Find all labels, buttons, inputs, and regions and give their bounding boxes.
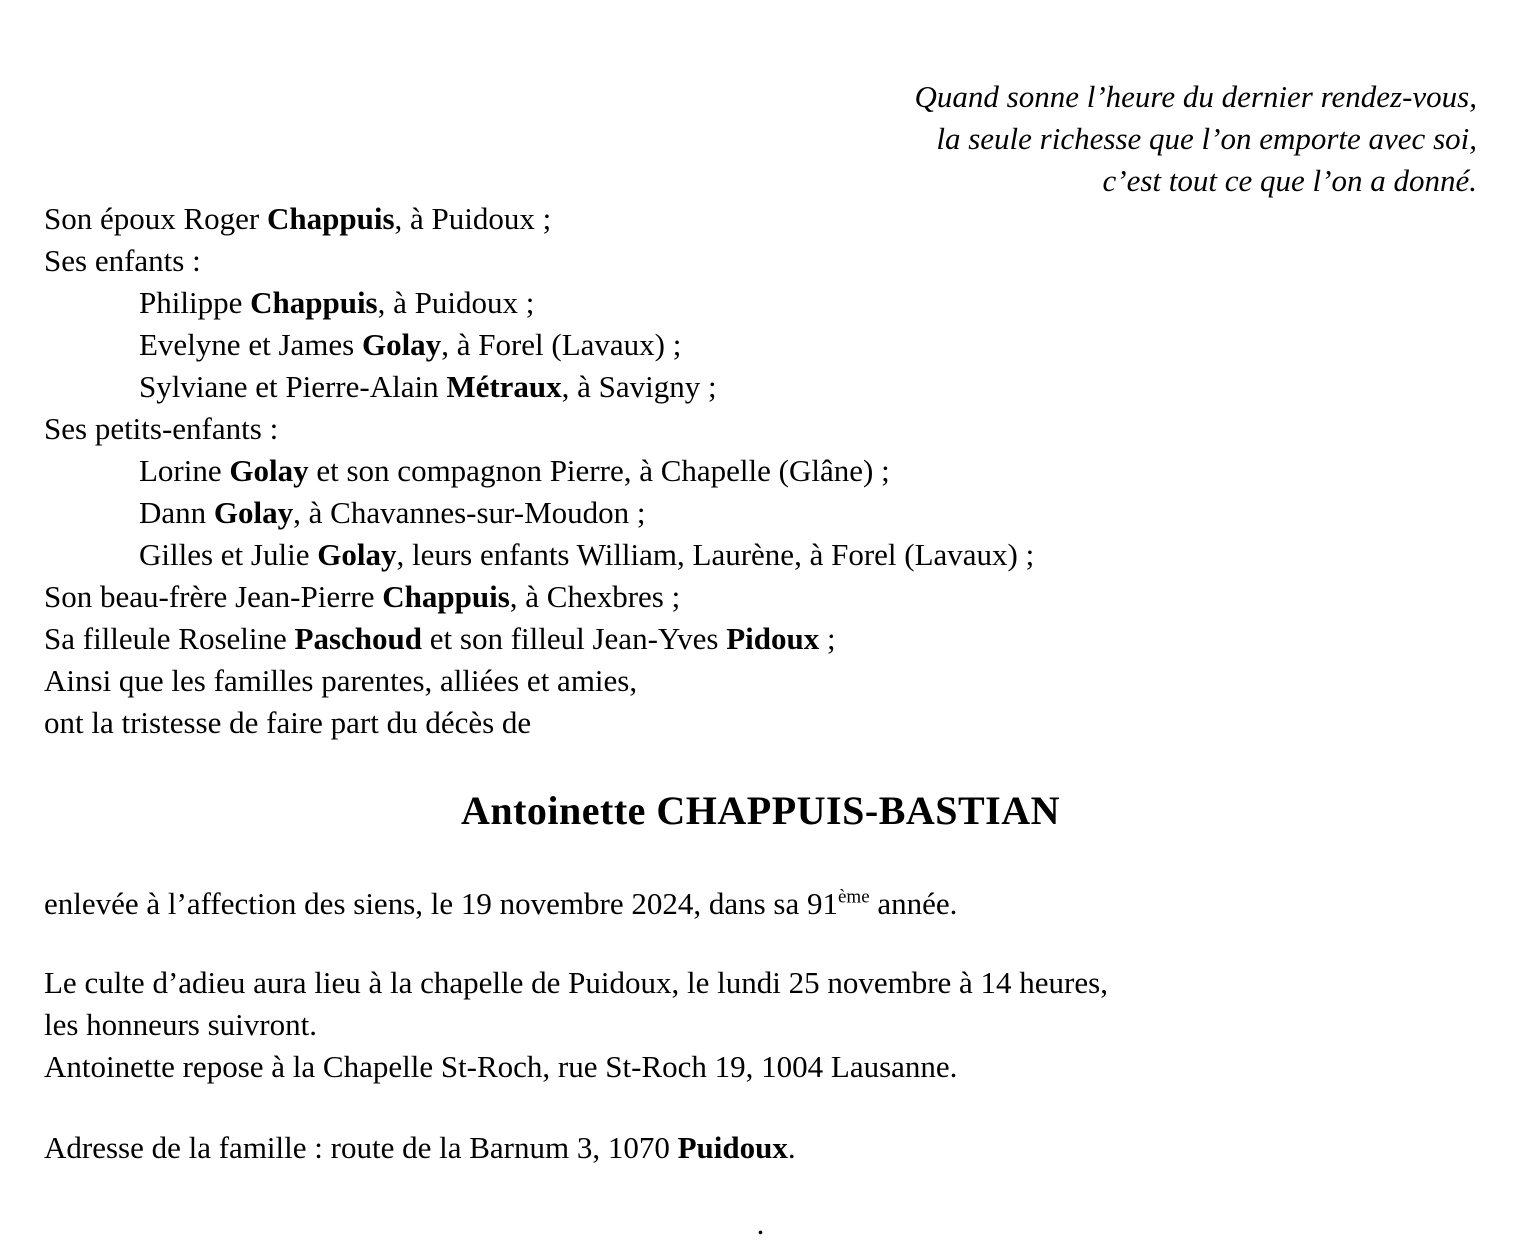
ordinal-superscript: ème [837,886,870,908]
text-segment: Ses petits-enfants : [44,411,279,446]
ceremony-line: les honneurs suivront. [44,1007,317,1042]
text-segment: ; [819,621,836,656]
family-name-bold: Chappuis [382,579,510,614]
text-segment: Sylviane et Pierre-Alain [139,369,447,404]
family-line [44,366,1477,408]
text-segment: Ainsi que les familles parentes, alliées et amies, [44,663,638,698]
death-date-line [44,883,1477,925]
epigraph-line: c’est tout ce que l’on a donné. [1102,163,1477,198]
text-segment: , à Puidoux ; [377,285,535,320]
closing-dot: . [756,1206,765,1241]
epigraph [44,76,1477,202]
text-segment: enlevée à l’affection des siens, le 19 novembre 2024, dans sa 91 [44,886,838,921]
family-line [44,534,1477,576]
text-segment: Ses enfants : [44,243,201,278]
family-name-bold: Puidoux [677,1130,788,1165]
text-segment: Dann [139,495,214,530]
family-line [44,450,1477,492]
text-segment: et son filleul Jean-Yves [422,621,727,656]
family-name-bold: Golay [229,453,309,488]
family-line [44,660,1477,702]
epigraph-line: la seule richesse que l’on emporte avec soi, [936,121,1477,156]
family-name-bold: Chappuis [267,201,395,236]
text-segment: Philippe [139,285,251,320]
text-segment: , à Chavannes-sur-Moudon ; [293,495,646,530]
family-line [44,240,1477,282]
family-line [44,576,1477,618]
text-segment: , à Chexbres ; [509,579,681,614]
text-segment: ont la tristesse de faire part du décès de [44,705,532,740]
epigraph-line: Quand sonne l’heure du dernier rendez-vous, [914,79,1477,114]
text-segment: Evelyne et James [139,327,362,362]
text-segment: et son compagnon Pierre, à Chapelle (Glâne) ; [308,453,890,488]
text-segment: , à Forel (Lavaux) ; [441,327,682,362]
family-name-bold: Métraux [446,369,562,404]
text-segment: année. [869,886,958,921]
family-line [44,282,1477,324]
text-segment: , à Puidoux ; [394,201,552,236]
text-segment: Son époux Roger [44,201,268,236]
family-name-bold: Golay [361,327,442,362]
family-line [44,198,1477,240]
ceremony-line: Le culte d’adieu aura lieu à la chapelle de Puidoux, le lundi 25 novembre à 14 heures, [44,965,1108,1000]
ceremony-details [44,962,1477,1088]
family-line [44,408,1477,450]
text-segment: , leurs enfants William, Laurène, à Forel (Lavaux) ; [396,537,1035,572]
text-segment: Son beau-frère Jean-Pierre [44,579,383,614]
text-segment: . [787,1130,796,1165]
family-name-bold: Golay [317,537,397,572]
family-name-bold: Golay [213,495,294,530]
family-name-bold: Chappuis [250,285,378,320]
family-name-bold: Paschoud [294,621,423,656]
family-line [44,492,1477,534]
family-notice [44,198,1477,744]
family-line [44,618,1477,660]
deceased-name-title: Antoinette CHAPPUIS-BASTIAN [460,788,1061,833]
family-line [44,324,1477,366]
text-segment: Lorine [139,453,230,488]
text-segment: Gilles et Julie [139,537,318,572]
text-segment: , à Savigny ; [561,369,717,404]
family-line [44,702,1477,744]
ceremony-line: Antoinette repose à la Chapelle St-Roch, rue St-Roch 19, 1004 Lausanne. [44,1049,958,1084]
text-segment: Sa filleule Roseline [44,621,295,656]
family-address-line [44,1127,1477,1169]
family-name-bold: Pidoux [726,621,820,656]
text-segment: Adresse de la famille : route de la Barnum 3, 1070 [44,1130,678,1165]
